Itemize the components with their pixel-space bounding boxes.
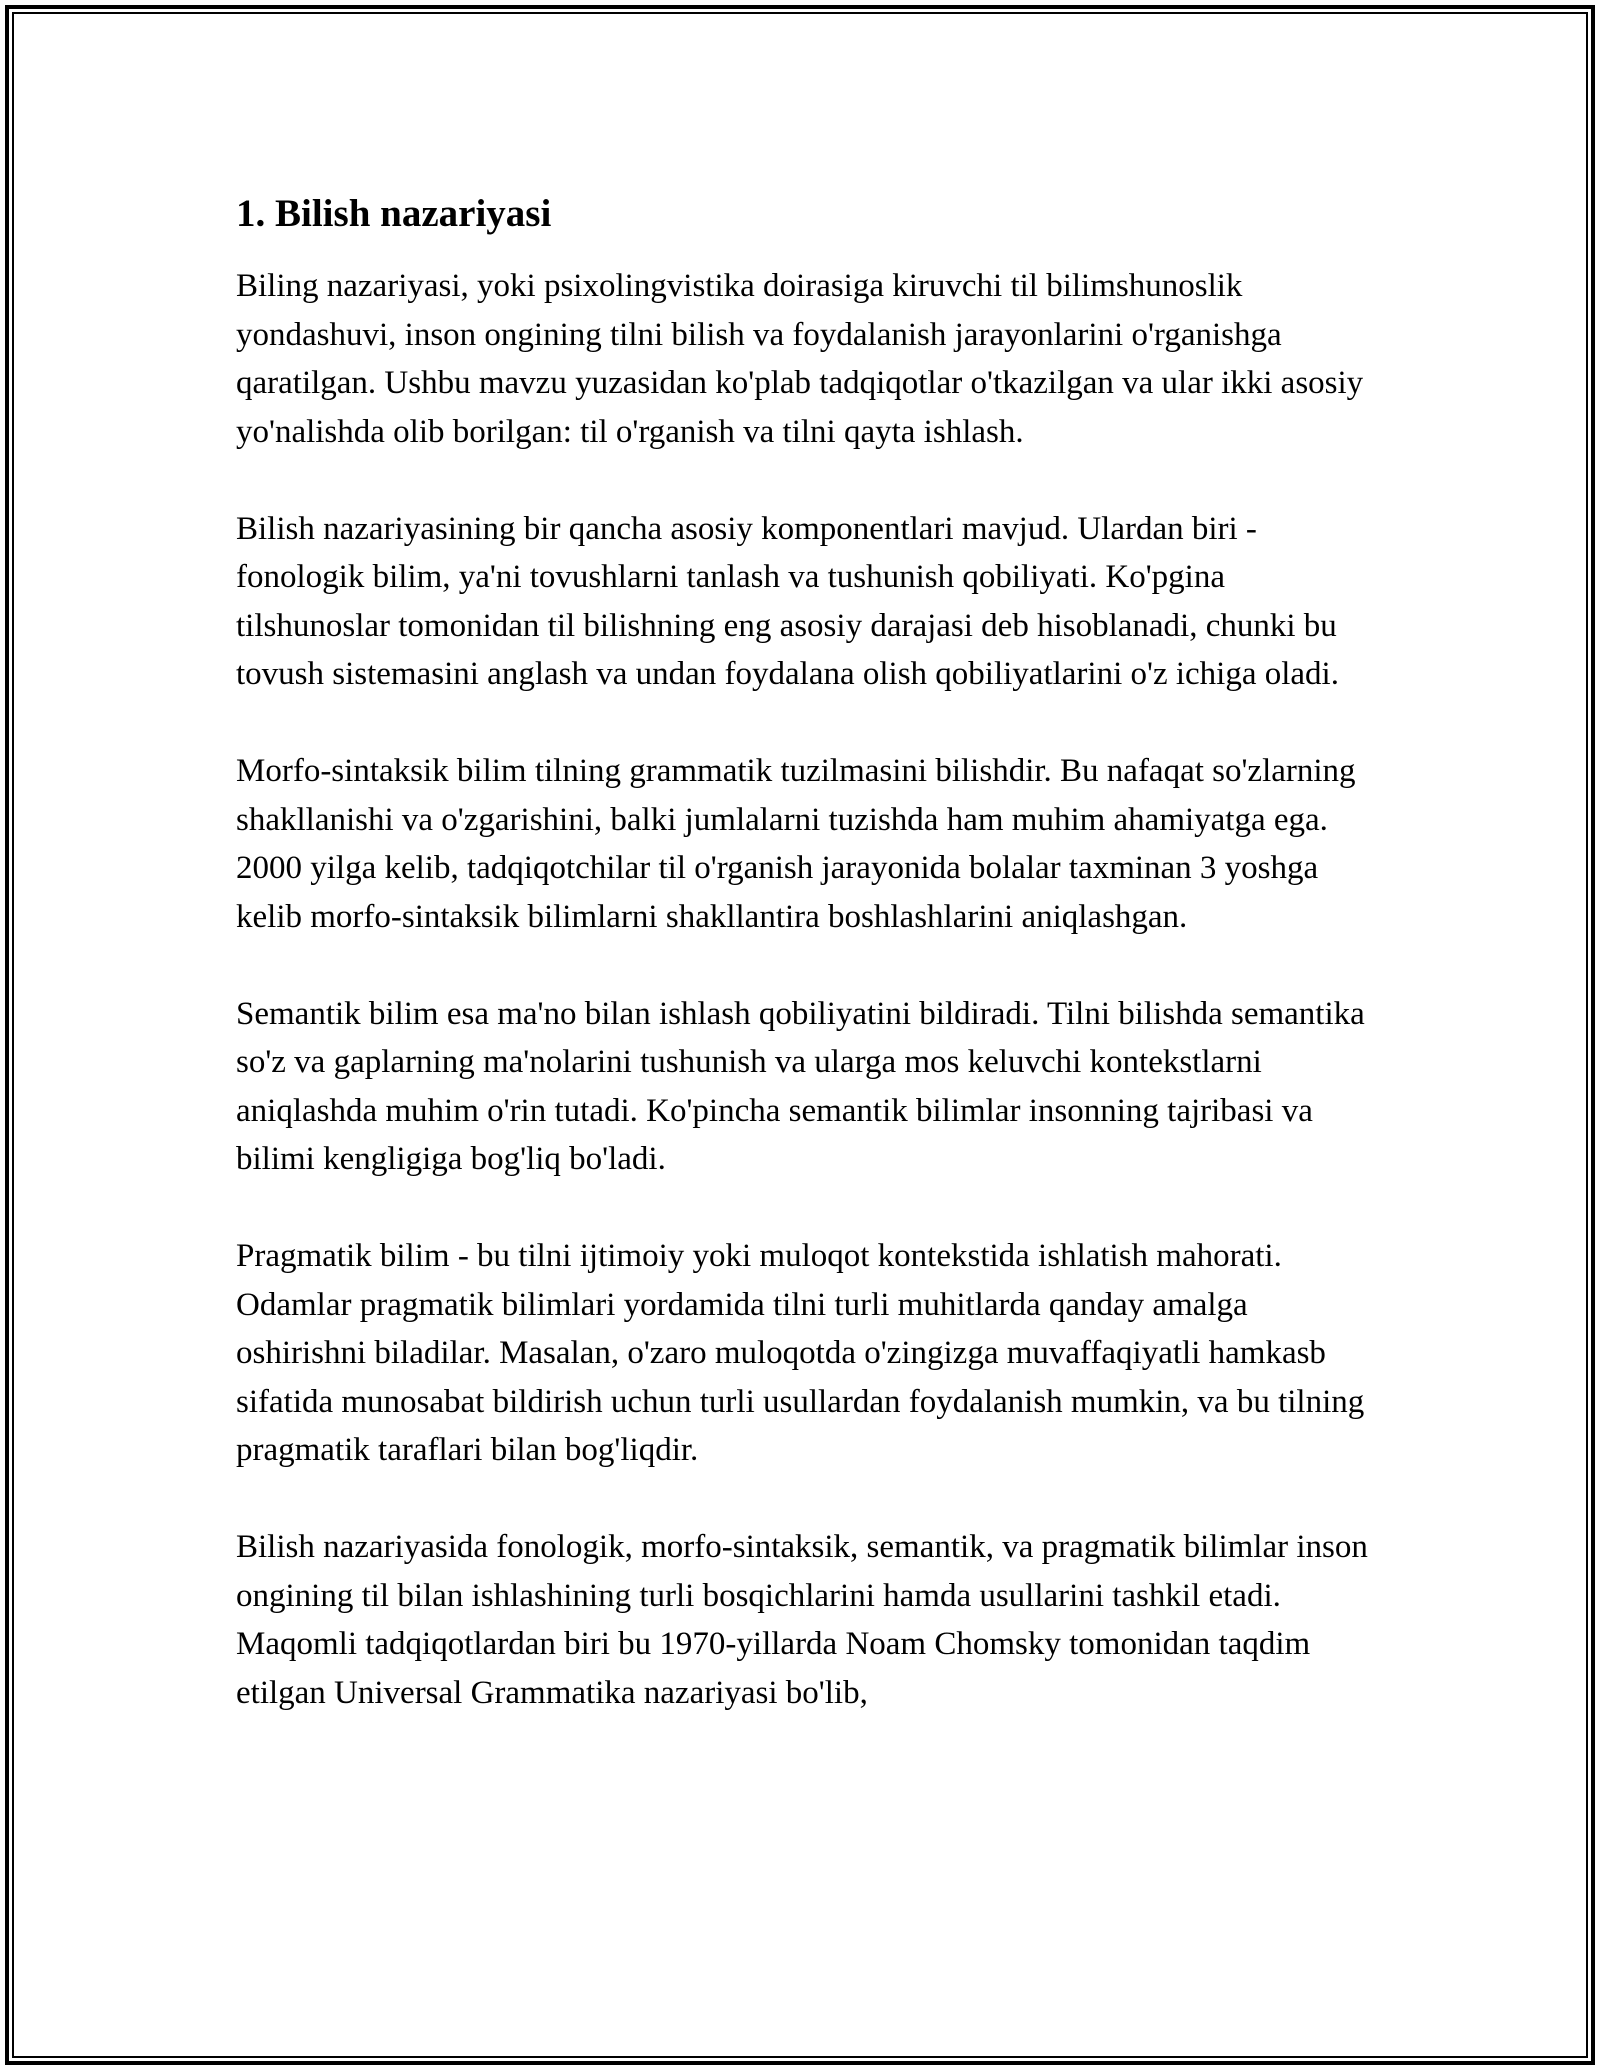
- paragraph-intro: Biling nazariyasi, yoki psixolingvistika doirasiga kiruvchi til bilimshunoslik yondashuvi, inson ongining tilni bilish va foydalanish jarayonlarini o'rganishga qaratilgan. Ushbu mavzu yuzasidan ko'plab tadqiqotlar o'tkazilgan va ular ikki asosiy yo'nalishda olib borilgan: til o'rganish va tilni qayta ishlash.: [236, 268, 1364, 450]
- document-body: [236, 188, 1376, 1717]
- paragraph-semantic: Semantik bilim esa ma'no bilan ishlash qobiliyatini bildiradi. Tilni bilishda semantika so'z va gaplarning ma'nolarini tushunish va ularga mos keluvchi kontekstlarni aniqlashda muhim o'rin tutadi. Ko'pincha semantik bilimlar insonning tajribasi va bilimi kengligiga bog'liq bo'ladi.: [236, 995, 1365, 1177]
- paragraph-morphosyntactic: Morfo-sintaksik bilim tilning grammatik tuzilmasini bilishdir. Bu nafaqat so'zlarning shakllanishi va o'zgarishini, balki jumlalarni tuzishda ham muhim ahamiyatga ega. 2000 yilga kelib, tadqiqotchilar til o'rganish jarayonida bolalar taxminan 3 yoshga kelib morfo-sintaksik bilimlarni shakllantira boshlashlarini aniqlashgan.: [236, 753, 1356, 935]
- paragraph-summary: Bilish nazariyasida fonologik, morfo-sintaksik, semantik, va pragmatik bilimlar inson ongining til bilan ishlashining turli bosqichlarini hamda usullarini tashkil etadi. Maqomli tadqiqotlardan biri bu 1970-yillarda Noam Chomsky tomonidan taqdim etilgan Universal Grammatika nazariyasi bo'lib,: [236, 1529, 1368, 1711]
- section-heading: 1. Bilish nazariyasi: [236, 192, 552, 235]
- paragraph-phonological: Bilish nazariyasining bir qancha asosiy komponentlari mavjud. Ulardan biri - fonologik bilim, ya'ni tovushlarni tanlash va tushunish qobiliyati. Ko'pgina tilshunoslar tomonidan til bilishning eng asosiy darajasi deb hisoblanadi, chunki bu tovush sistemasini anglash va undan foydalana olish qobiliyatlarini o'z ichiga oladi.: [236, 510, 1339, 692]
- paragraph-pragmatic: Pragmatik bilim - bu tilni ijtimoiy yoki muloqot kontekstida ishlatish mahorati. Odamlar pragmatik bilimlari yordamida tilni turli muhitlarda qanday amalga oshirishni biladilar. Masalan, o'zaro muloqotda o'zingizga muvaffaqiyatli hamkasb sifatida munosabat bildirish uchun turli usullardan foydalanish mumkin, va bu tilning pragmatik taraflari bilan bog'liqdir.: [236, 1238, 1365, 1468]
